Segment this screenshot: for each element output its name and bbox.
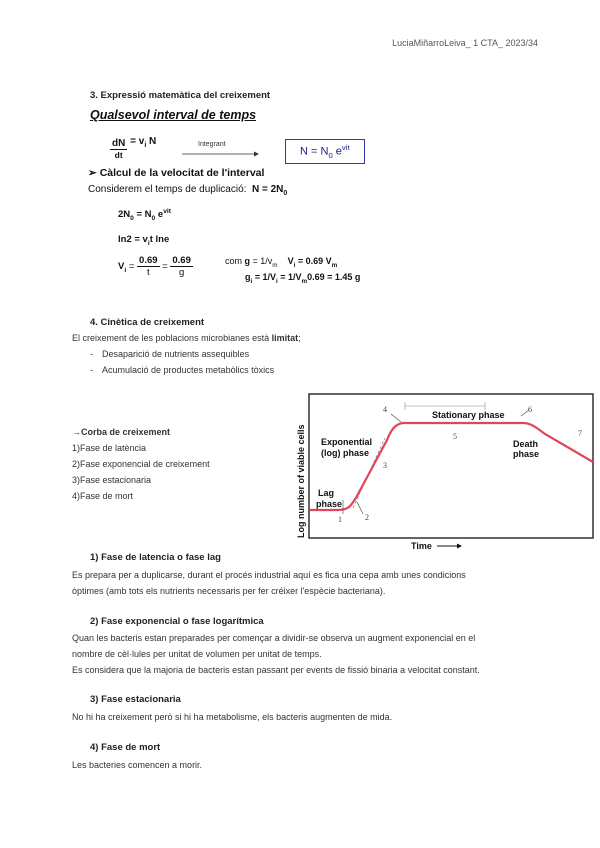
phase-2-title: 2) Fase exponencial o fase logarítmica (90, 616, 264, 627)
phase-4-title: 4) Fase de mort (90, 742, 161, 753)
time-arrow-head (457, 544, 462, 549)
section-3-subtitle: Qualsevol interval de temps (90, 108, 257, 122)
label-lag-phase: phase (316, 499, 343, 509)
label-death-phase: phase (513, 449, 540, 459)
label-exponential: Exponential (321, 437, 373, 447)
curve-title: →Corba de creixement (72, 427, 171, 437)
list-item: 4)Fase de mort (72, 491, 134, 501)
num-7: 7 (578, 429, 582, 438)
phase-4-text: Les bacteries comencen a morir. (72, 760, 203, 770)
label-lag: Lag (318, 488, 335, 498)
section-4-title: 4. Cinètica de creixement (90, 317, 205, 328)
phase-list (72, 440, 210, 504)
phase-2-text: Quan les bacteris estan preparades per començar a dividir-se observa un augment exponencial en el nombre de cèl·lules per unitat de volumen per unitat de temps. Es considera que la majoria de bacteris estan passant per events de fissió binaria a velocitat constant. (72, 633, 480, 675)
section-4-intro: El creixement de les poblacions microbianes està limitat; (72, 333, 301, 343)
limit-list (72, 346, 274, 378)
integrant-label: Integrant (198, 141, 226, 148)
page-header: LuciaMiñarroLeiva_ 1 CTA_ 2023/34 (392, 38, 538, 48)
eq-generation: $g_i = 1/V_i = 1/V_m0.69 = 1.45$ g (245, 272, 361, 285)
num-1: 1 (338, 515, 342, 524)
num-2: 2 (365, 513, 369, 522)
chart-xlabel: Time (411, 541, 432, 551)
eq-velocity: $V_i$ = $\frac{0.69}{t}$ = $\frac{0.69}{g}$ (118, 255, 191, 278)
label-log-phase: (log) phase (321, 448, 370, 458)
list-item: - Acumulació de productes metabòlics tòxics (72, 362, 274, 378)
label-stationary: Stationary phase (432, 410, 505, 420)
num-4: 4 (383, 405, 387, 414)
phase-3-text: No hi ha creixement però si hi ha metabolisme, els bacteris augmenten de mida. (72, 712, 393, 722)
growth-curve-chart (295, 390, 595, 552)
eq-derivative: $\frac{dN}{dt}$ = $v_i$ N (112, 136, 157, 160)
calc-title: ➢ Càlcul de la velocitat de l'interval (88, 167, 265, 179)
section-3-title: 3. Expressió matemàtica del creixement (90, 90, 271, 101)
integrant-arrow (182, 150, 260, 158)
list-item: 1)Fase de latència (72, 443, 147, 453)
num-3: 3 (383, 461, 387, 470)
phase-1-text: Es prepara per a duplicarse, durant el procés industrial aquí es fica una cepa amb unes condicions òptimes (amb tots els nutrients necessaris per fer créixer l'espècie bacteriana). (72, 570, 466, 596)
boxed-formula: $N = N_0$ $e^{vit}$ (285, 139, 365, 164)
num-6: 6 (528, 405, 532, 414)
list-item: 2)Fase exponencial de creixement (72, 459, 210, 469)
label-death: Death (513, 439, 539, 449)
consider-line: Considerem el temps de duplicació: $N = 2N_0$ (88, 184, 288, 197)
eq-com: com $g = 1/v_m$ $V_i = 0.69$ $V_m$ (225, 256, 338, 269)
eq-doubling: $2N_0 = N_0$ $e^{vit}$ (118, 208, 171, 223)
phase-1-title: 1) Fase de latencia o fase lag (90, 552, 221, 563)
phase-3-title: 3) Fase estacionaria (90, 694, 181, 705)
list-item: - Desaparició de nutrients assequibles (72, 346, 274, 362)
num-5: 5 (453, 432, 457, 441)
eq-ln2: $\ln 2 = v_it$ lne (118, 234, 170, 247)
list-item: 3)Fase estacionaria (72, 475, 152, 485)
chart-ylabel: Log number of viable cells (296, 424, 306, 538)
